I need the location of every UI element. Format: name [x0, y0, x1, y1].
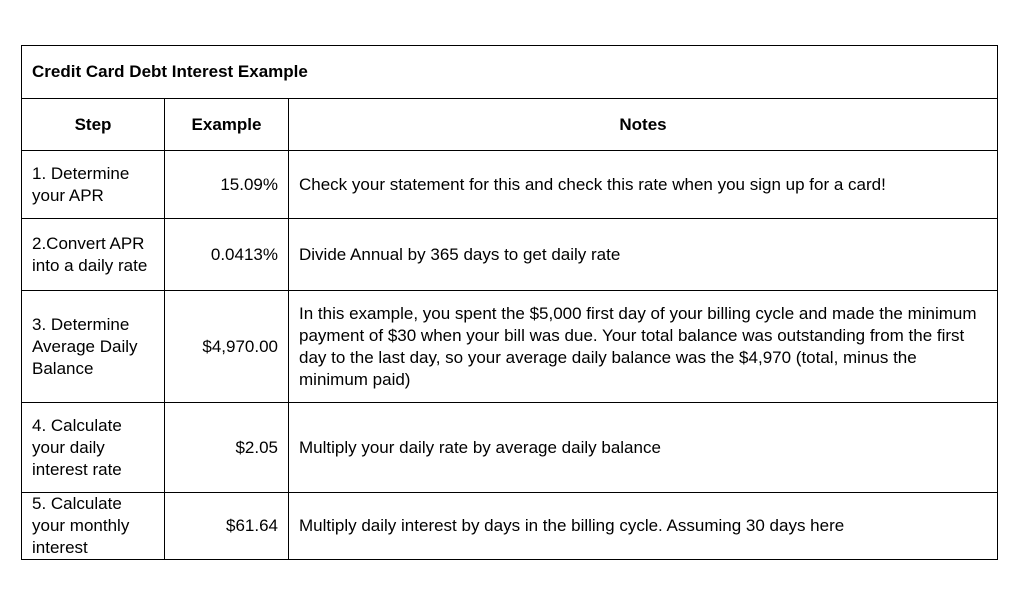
table-title-row: [22, 46, 998, 99]
step-cell: 3. Determine Average Daily Balance: [22, 291, 165, 403]
table-row: [22, 291, 998, 403]
example-cell: $61.64: [165, 493, 289, 560]
notes-cell: In this example, you spent the $5,000 first day of your billing cycle and made the minimum payment of $30 when your bill was due. Your total balance was outstanding from the first day to the last day, so your average daily balance was the $4,970 (total, minus the minimum paid): [289, 291, 998, 403]
step-cell: 1. Determine your APR: [22, 151, 165, 219]
example-cell: 0.0413%: [165, 219, 289, 291]
table-row: [22, 493, 998, 560]
table-row: [22, 403, 998, 493]
table-title: Credit Card Debt Interest Example: [22, 46, 998, 99]
table-header-row: [22, 99, 998, 151]
interest-example-table: [21, 45, 998, 560]
header-notes: Notes: [289, 99, 998, 151]
step-cell: 2.Convert APR into a daily rate: [22, 219, 165, 291]
step-cell: 5. Calculate your monthly interest: [22, 493, 165, 560]
header-step: Step: [22, 99, 165, 151]
notes-cell: Multiply daily interest by days in the billing cycle. Assuming 30 days here: [289, 493, 998, 560]
notes-cell: Divide Annual by 365 days to get daily rate: [289, 219, 998, 291]
table-row: [22, 151, 998, 219]
table-row: [22, 219, 998, 291]
header-example: Example: [165, 99, 289, 151]
notes-cell: Check your statement for this and check this rate when you sign up for a card!: [289, 151, 998, 219]
example-cell: 15.09%: [165, 151, 289, 219]
example-cell: $4,970.00: [165, 291, 289, 403]
notes-cell: Multiply your daily rate by average daily balance: [289, 403, 998, 493]
step-cell: 4. Calculate your daily interest rate: [22, 403, 165, 493]
example-cell: $2.05: [165, 403, 289, 493]
